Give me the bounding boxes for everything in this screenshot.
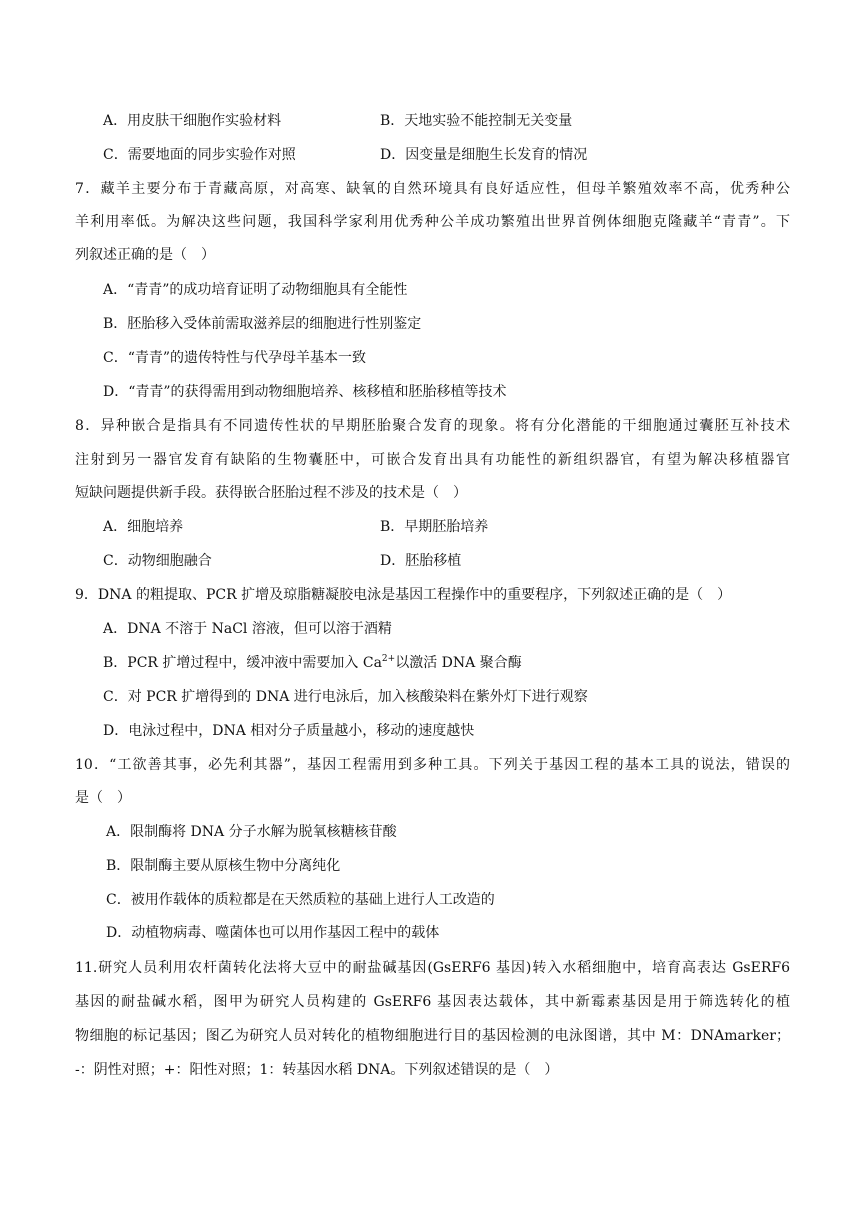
- q6-option-a[interactable]: A．用皮肤干细胞作实验材料: [103, 113, 282, 129]
- q8-stem-line-2: 注射到另一器官发育有缺陷的生物囊胚中，可嵌合发育出具有功能性的新组织器官，有望为解决移植器官: [75, 452, 790, 468]
- q10-option-b[interactable]: B．限制酶主要从原核生物中分离纯化: [106, 858, 341, 874]
- q10-option-c[interactable]: C．被用作载体的质粒都是在天然质粒的基础上进行人工改造的: [106, 892, 495, 908]
- q10-stem-line-2: 是（ ）: [75, 790, 131, 806]
- q8-option-b[interactable]: B．早期胚胎培养: [380, 519, 489, 535]
- q11-stem-line-2: 基因的耐盐碱水稻，图甲为研究人员构建的 GsERF6 基因表达载体，其中新霉素基因是用于筛选转化的植: [75, 994, 790, 1010]
- q7-stem-line-2: 羊利用率低。为解决这些问题，我国科学家利用优秀种公羊成功繁殖出世界首例体细胞克隆藏羊“青青”。下: [75, 214, 790, 230]
- q6-option-c[interactable]: C．需要地面的同步实验作对照: [103, 147, 296, 163]
- q9-option-c[interactable]: C．对 PCR 扩增得到的 DNA 进行电泳后，加入核酸染料在紫外灯下进行观察: [103, 689, 588, 705]
- q8-stem-line-3: 短缺问题提供新手段。获得嵌合胚胎过程不涉及的技术是（ ）: [75, 485, 467, 501]
- q9-option-b-text-2: 以激活 DNA 聚合酶: [395, 655, 522, 671]
- q6-option-b[interactable]: B．天地实验不能控制无关变量: [380, 113, 573, 129]
- q8-stem-line-1: 8．异种嵌合是指具有不同遗传性状的早期胚胎聚合发育的现象。将有分化潜能的干细胞通过囊胚互补技术: [75, 418, 790, 434]
- q8-option-d[interactable]: D．胚胎移植: [380, 553, 462, 569]
- q9-option-b-text-1: B．PCR 扩增过程中，缓冲液中需要加入 Ca: [103, 655, 382, 671]
- q9-option-b-superscript: 2+: [381, 654, 396, 664]
- q6-option-d[interactable]: D．因变量是细胞生长发育的情况: [380, 147, 588, 163]
- q11-stem-line-3: 物细胞的标记基因；图乙为研究人员对转化的植物细胞进行目的基因检测的电泳图谱，其中 M：DNAmarker；: [75, 1028, 790, 1044]
- q8-option-a[interactable]: A．细胞培养: [103, 519, 184, 535]
- q7-option-c[interactable]: C．“青青”的遗传特性与代孕母羊基本一致: [103, 350, 367, 366]
- q7-stem-line-3: 列叙述正确的是（ ）: [75, 247, 215, 263]
- q10-stem-line-1: 10．“工欲善其事，必先利其器”，基因工程需用到多种工具。下列关于基因工程的基本工具的说法，错误的: [75, 757, 790, 773]
- q8-option-c[interactable]: C．动物细胞融合: [103, 553, 212, 569]
- q9-option-d[interactable]: D．电泳过程中，DNA 相对分子质量越小，移动的速度越快: [103, 723, 475, 739]
- q9-option-b[interactable]: [103, 653, 522, 673]
- q7-option-b[interactable]: B．胚胎移入受体前需取滋养层的细胞进行性别鉴定: [103, 316, 422, 332]
- q10-option-d[interactable]: D．动植物病毒、噬菌体也可以用作基因工程中的载体: [106, 925, 440, 941]
- q7-option-d[interactable]: D．“青青”的获得需用到动物细胞培养、核移植和胚胎移植等技术: [103, 384, 507, 400]
- q11-stem-line-1: 11.研究人员利用农杆菌转化法将大豆中的耐盐碱基因(GsERF6 基因)转入水稻细胞中，培育高表达 GsERF6: [75, 960, 790, 976]
- q9-option-a[interactable]: A．DNA 不溶于 NaCl 溶液，但可以溶于酒精: [103, 621, 392, 637]
- q7-option-a[interactable]: A．“青青”的成功培育证明了动物细胞具有全能性: [103, 282, 408, 298]
- q11-stem-line-4: -：阴性对照；+：阳性对照；1：转基因水稻 DNA。下列叙述错误的是（ ）: [75, 1062, 559, 1078]
- q10-option-a[interactable]: A．限制酶将 DNA 分子水解为脱氧核糖核苷酸: [106, 824, 397, 840]
- q7-stem-line-1: 7．藏羊主要分布于青藏高原，对高寒、缺氧的自然环境具有良好适应性，但母羊繁殖效率不高，优秀种公: [75, 181, 790, 197]
- q9-stem: 9．DNA 的粗提取、PCR 扩增及琼脂糖凝胶电泳是基因工程操作中的重要程序，下列叙述正确的是（ ）: [75, 587, 732, 603]
